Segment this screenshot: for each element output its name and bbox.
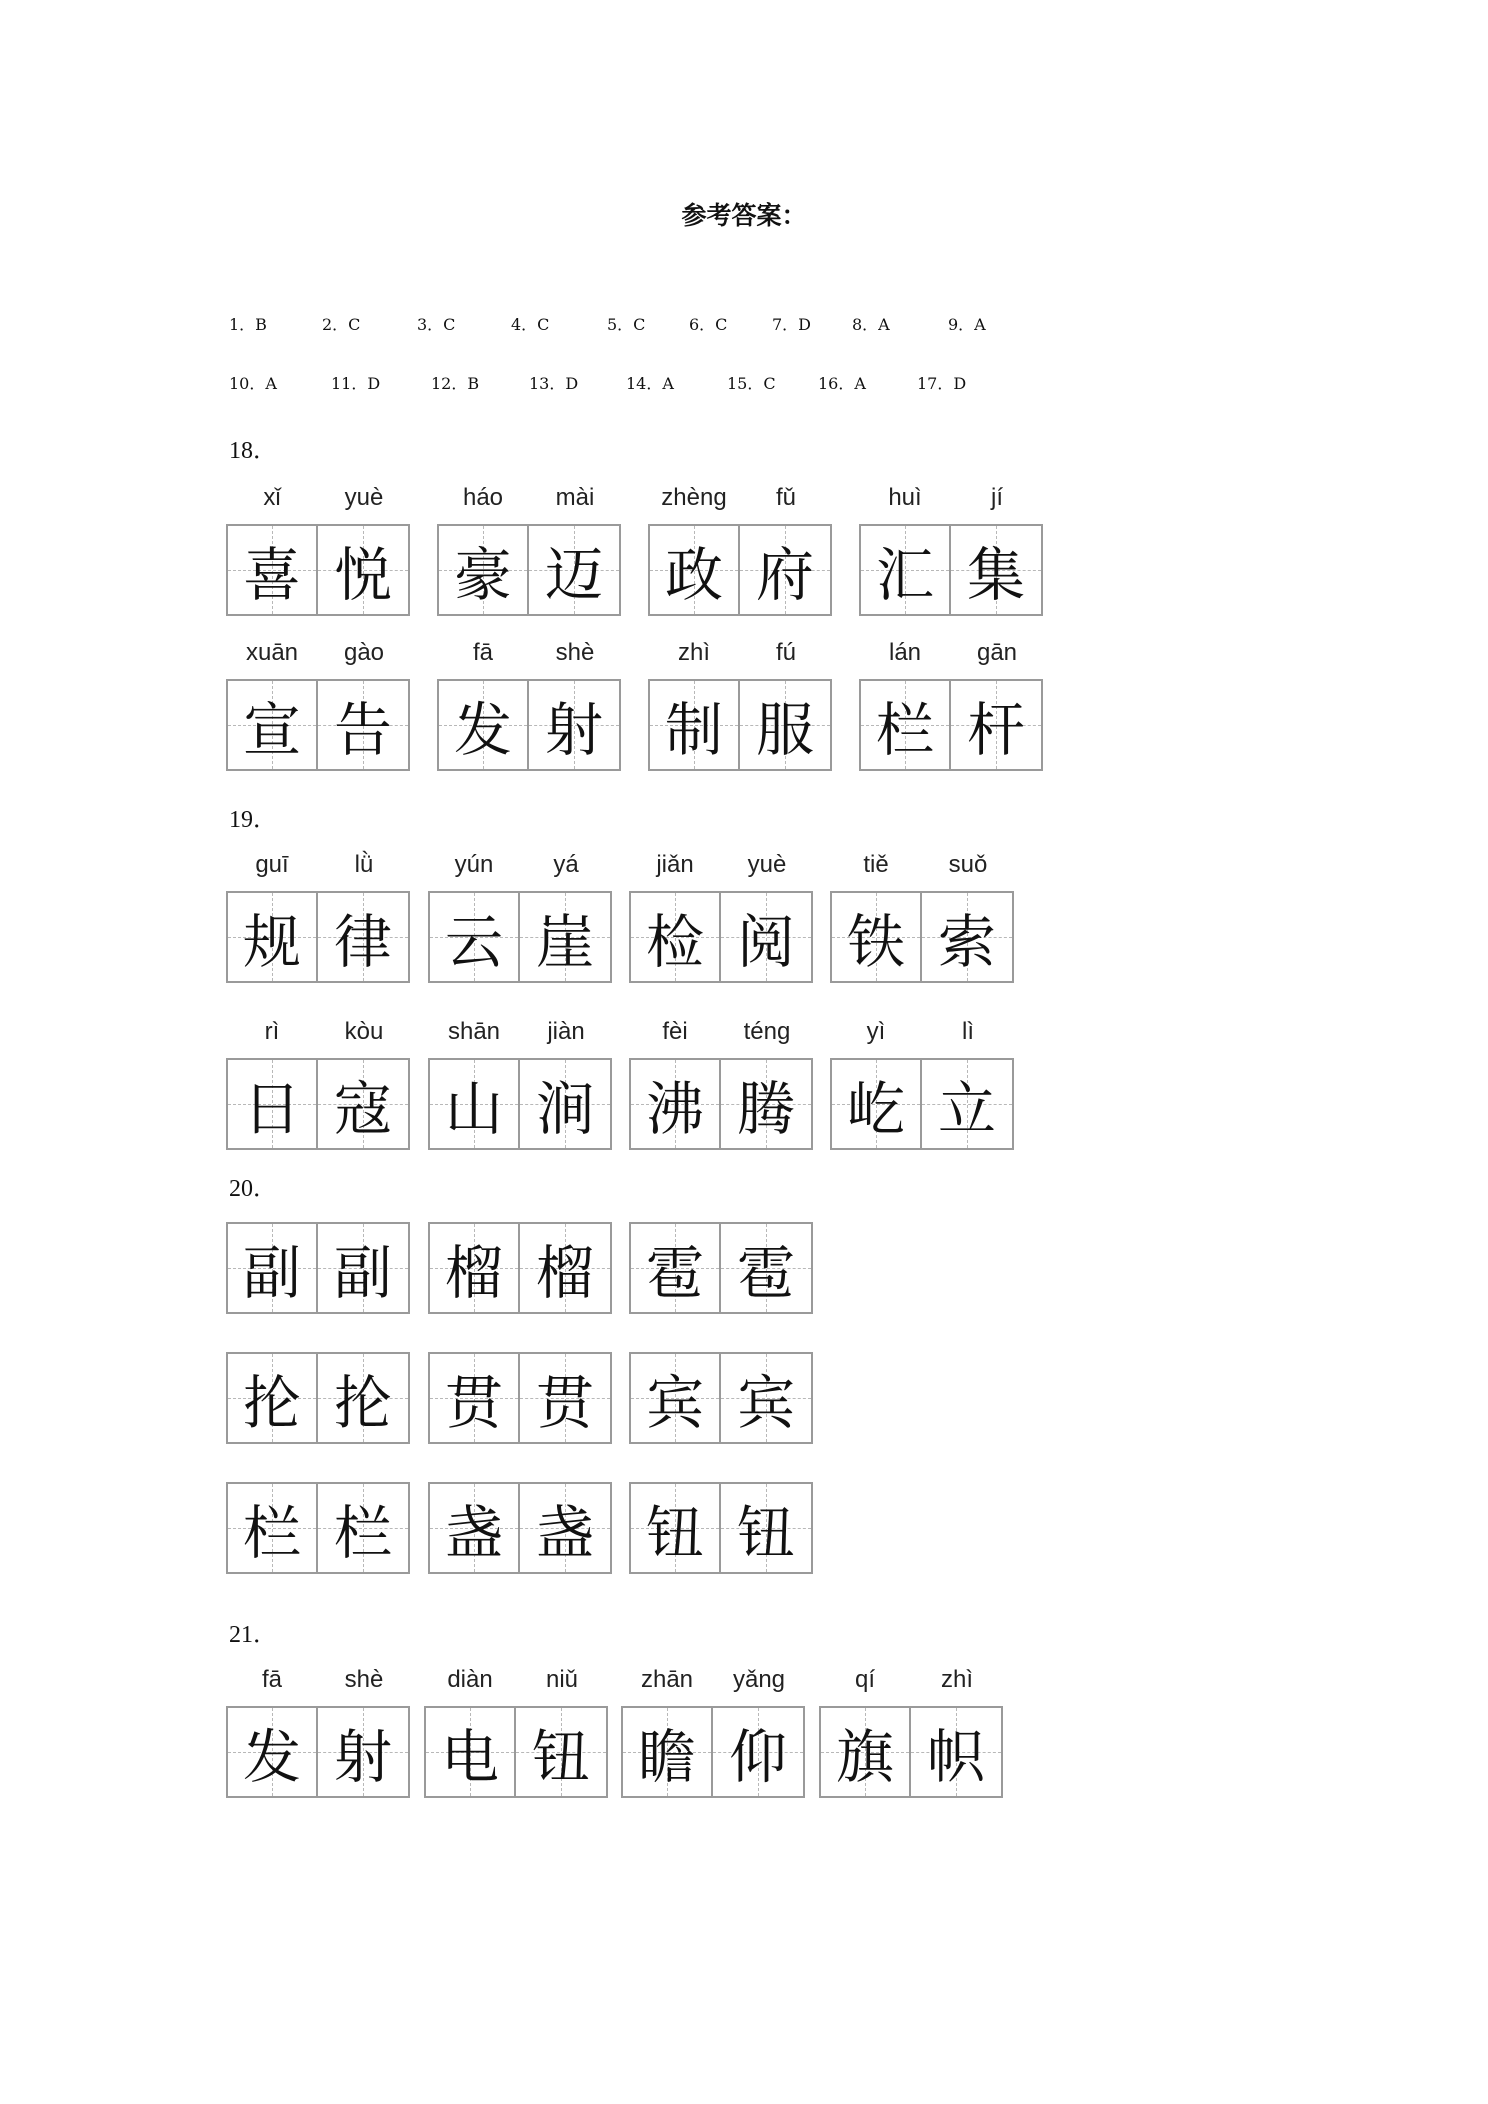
- hanzi-character: 索: [937, 908, 996, 976]
- tianzige-box: [516, 1706, 608, 1798]
- word-group: [629, 1482, 813, 1574]
- char-cell: [226, 851, 318, 983]
- hanzi-character: 盏: [444, 1499, 503, 1567]
- pinyin-label: lì: [962, 1018, 974, 1045]
- word-group: [819, 1666, 1003, 1798]
- tianzige-box: [318, 1352, 410, 1444]
- hanzi-character: 宣: [242, 696, 301, 764]
- hanzi-character: 雹: [645, 1239, 704, 1307]
- pinyin-label: yún: [454, 851, 494, 878]
- pinyin-label: xǐ: [263, 484, 281, 511]
- answer-item: 6．C: [689, 315, 728, 334]
- pinyin-label: jiǎn: [656, 851, 694, 878]
- char-cell: [740, 484, 832, 616]
- tianzige-box: [922, 891, 1014, 983]
- tianzige-box: [830, 891, 922, 983]
- char-cell: [428, 1222, 520, 1314]
- pinyin-label: diàn: [447, 1666, 493, 1693]
- tianzige-box: [629, 891, 721, 983]
- pinyin-label: shè: [344, 1666, 384, 1693]
- tianzige-box: [424, 1706, 516, 1798]
- tianzige-box: [713, 1706, 805, 1798]
- q19-label: 19．: [229, 807, 277, 833]
- hanzi-character: 盏: [535, 1499, 594, 1567]
- char-cell: [226, 1666, 318, 1798]
- char-cell: [819, 1666, 911, 1798]
- hanzi-character: 旗: [835, 1723, 894, 1791]
- char-cell: [520, 1352, 612, 1444]
- pinyin-label: zhì: [940, 1666, 973, 1693]
- char-cell: [629, 1352, 721, 1444]
- tianzige-box: [428, 1352, 520, 1444]
- hanzi-character: 榴: [444, 1239, 503, 1307]
- tianzige-box: [529, 524, 621, 616]
- q21-label: 21．: [229, 1622, 277, 1648]
- hanzi-character: 副: [333, 1239, 392, 1307]
- char-cell: [859, 639, 951, 771]
- word-group: [859, 639, 1043, 771]
- pinyin-label: zhān: [640, 1666, 694, 1693]
- char-cell: [648, 639, 740, 771]
- char-cell: [951, 484, 1043, 616]
- hanzi-character: 屹: [846, 1075, 905, 1143]
- char-cell: [318, 1018, 410, 1150]
- char-cell: [830, 1018, 922, 1150]
- tianzige-box: [226, 1706, 318, 1798]
- tianzige-box: [437, 524, 529, 616]
- hanzi-character: 射: [333, 1723, 392, 1791]
- tianzige-box: [318, 1706, 410, 1798]
- tianzige-box: [819, 1706, 911, 1798]
- word-group: [648, 484, 832, 616]
- hanzi-character: 喜: [242, 541, 301, 609]
- char-cell: [226, 1482, 318, 1574]
- tianzige-box: [318, 1058, 410, 1150]
- answer-item: 8．A: [852, 315, 890, 334]
- char-cell: [830, 851, 922, 983]
- char-cell: [424, 1666, 516, 1798]
- char-cell: [437, 639, 529, 771]
- hanzi-character: 贯: [444, 1369, 503, 1437]
- char-cell: [318, 1482, 410, 1574]
- tianzige-box: [629, 1352, 721, 1444]
- word-group: [629, 1018, 813, 1150]
- tianzige-box: [318, 1482, 410, 1574]
- char-cell: [713, 1666, 805, 1798]
- answer-item: 10．A: [229, 374, 277, 393]
- pinyin-label: tiě: [863, 851, 889, 878]
- char-cell: [740, 639, 832, 771]
- hanzi-character: 铁: [846, 908, 905, 976]
- char-cell: [318, 484, 410, 616]
- hanzi-character: 寇: [333, 1075, 392, 1143]
- tianzige-box: [318, 679, 410, 771]
- pinyin-label: yuè: [747, 851, 787, 878]
- word-group: [830, 851, 1014, 983]
- hanzi-character: 集: [966, 541, 1025, 609]
- hanzi-character: 腾: [736, 1075, 795, 1143]
- pinyin-label: xuān: [245, 639, 299, 666]
- answer-item: 2．C: [322, 315, 361, 334]
- char-cell: [428, 1482, 520, 1574]
- hanzi-character: 阅: [736, 908, 795, 976]
- char-cell: [859, 484, 951, 616]
- hanzi-character: 沸: [645, 1075, 704, 1143]
- char-cell: [922, 851, 1014, 983]
- hanzi-character: 钮: [645, 1499, 704, 1567]
- hanzi-character: 栏: [242, 1499, 301, 1567]
- hanzi-character: 电: [440, 1723, 499, 1791]
- answer-item: 3．C: [417, 315, 456, 334]
- char-cell: [721, 851, 813, 983]
- char-cell: [520, 1018, 612, 1150]
- pinyin-label: suǒ: [948, 851, 988, 878]
- hanzi-character: 瞻: [637, 1723, 696, 1791]
- char-cell: [428, 1018, 520, 1150]
- char-cell: [318, 639, 410, 771]
- tianzige-box: [520, 1482, 612, 1574]
- char-cell: [226, 484, 318, 616]
- hanzi-character: 服: [755, 696, 814, 764]
- hanzi-character: 迈: [544, 541, 603, 609]
- word-group: [830, 1018, 1014, 1150]
- pinyin-label: yuè: [344, 484, 384, 511]
- char-cell: [520, 851, 612, 983]
- tianzige-box: [226, 524, 318, 616]
- pinyin-label: lán: [888, 639, 922, 666]
- hanzi-character: 立: [937, 1075, 996, 1143]
- pinyin-label: shān: [447, 1018, 501, 1045]
- char-cell: [721, 1018, 813, 1150]
- tianzige-box: [951, 524, 1043, 616]
- char-cell: [318, 851, 410, 983]
- hanzi-character: 帜: [926, 1723, 985, 1791]
- word-group: [437, 639, 621, 771]
- char-cell: [629, 1482, 721, 1574]
- pinyin-label: kòu: [344, 1018, 384, 1045]
- tianzige-box: [428, 1222, 520, 1314]
- hanzi-character: 栏: [875, 696, 934, 764]
- tianzige-box: [740, 679, 832, 771]
- pinyin-label: lǜ: [354, 851, 374, 878]
- answer-item: 4．C: [511, 315, 550, 334]
- tianzige-box: [318, 524, 410, 616]
- answer-item: 17．D: [917, 374, 967, 393]
- char-cell: [226, 1222, 318, 1314]
- hanzi-character: 告: [333, 696, 392, 764]
- char-cell: [922, 1018, 1014, 1150]
- tianzige-box: [437, 679, 529, 771]
- pinyin-label: mài: [555, 484, 595, 511]
- tianzige-box: [951, 679, 1043, 771]
- tianzige-box: [621, 1706, 713, 1798]
- pinyin-label: jí: [991, 484, 1003, 511]
- char-cell: [721, 1482, 813, 1574]
- hanzi-character: 崖: [535, 908, 594, 976]
- hanzi-character: 榴: [535, 1239, 594, 1307]
- tianzige-box: [226, 1058, 318, 1150]
- pinyin-label: zhì: [677, 639, 710, 666]
- hanzi-character: 宾: [736, 1369, 795, 1437]
- hanzi-character: 杆: [966, 696, 1025, 764]
- hanzi-character: 仰: [728, 1723, 787, 1791]
- tianzige-box: [226, 891, 318, 983]
- char-cell: [318, 1666, 410, 1798]
- hanzi-character: 云: [444, 908, 503, 976]
- word-group: [629, 851, 813, 983]
- pinyin-label: yì: [866, 1018, 886, 1045]
- char-cell: [520, 1482, 612, 1574]
- answer-item: 7．D: [772, 315, 812, 334]
- hanzi-character: 钮: [736, 1499, 795, 1567]
- hanzi-character: 抡: [333, 1369, 392, 1437]
- hanzi-character: 悦: [333, 541, 392, 609]
- tianzige-box: [648, 524, 740, 616]
- word-group: [428, 1222, 612, 1314]
- word-group: [629, 1222, 813, 1314]
- hanzi-character: 山: [444, 1075, 503, 1143]
- tianzige-box: [318, 1222, 410, 1314]
- word-group: [226, 639, 410, 771]
- tianzige-box: [226, 1482, 318, 1574]
- char-cell: [629, 1222, 721, 1314]
- tianzige-box: [830, 1058, 922, 1150]
- tianzige-box: [859, 679, 951, 771]
- pinyin-label: gào: [343, 639, 385, 666]
- hanzi-character: 日: [242, 1075, 301, 1143]
- word-group: [428, 1018, 612, 1150]
- word-group: [437, 484, 621, 616]
- pinyin-label: huì: [888, 484, 922, 511]
- char-cell: [621, 1666, 713, 1798]
- pinyin-label: rì: [264, 1018, 280, 1045]
- hanzi-character: 栏: [333, 1499, 392, 1567]
- char-cell: [226, 639, 318, 771]
- hanzi-character: 抡: [242, 1369, 301, 1437]
- word-group: [428, 1482, 612, 1574]
- tianzige-box: [721, 1058, 813, 1150]
- char-cell: [318, 1222, 410, 1314]
- pinyin-label: fú: [775, 639, 796, 666]
- tianzige-box: [428, 1058, 520, 1150]
- tianzige-box: [520, 1222, 612, 1314]
- pinyin-label: háo: [462, 484, 504, 511]
- word-group: [226, 1222, 410, 1314]
- pinyin-label: guī: [255, 851, 289, 878]
- tianzige-box: [520, 891, 612, 983]
- tianzige-box: [520, 1352, 612, 1444]
- hanzi-character: 钮: [531, 1723, 590, 1791]
- word-group: [226, 851, 410, 983]
- word-group: [621, 1666, 805, 1798]
- answer-item: 1．B: [229, 315, 267, 334]
- tianzige-box: [318, 891, 410, 983]
- tianzige-box: [226, 1352, 318, 1444]
- tianzige-box: [859, 524, 951, 616]
- page-title: 参考答案：: [681, 201, 807, 230]
- hanzi-character: 射: [544, 696, 603, 764]
- word-group: [226, 1482, 410, 1574]
- char-cell: [629, 851, 721, 983]
- pinyin-label: niǔ: [545, 1666, 579, 1693]
- char-cell: [428, 1352, 520, 1444]
- word-group: [226, 1666, 410, 1798]
- answer-item: 15．C: [727, 374, 776, 393]
- tianzige-box: [629, 1222, 721, 1314]
- tianzige-box: [740, 524, 832, 616]
- answer-item: 16．A: [818, 374, 866, 393]
- answer-item: 9．A: [948, 315, 986, 334]
- char-cell: [520, 1222, 612, 1314]
- tianzige-box: [629, 1058, 721, 1150]
- answer-item: 11．D: [331, 374, 381, 393]
- pinyin-label: téng: [743, 1018, 791, 1045]
- hanzi-character: 政: [664, 541, 723, 609]
- q20-label: 20．: [229, 1176, 277, 1202]
- q18-label: 18．: [229, 438, 277, 464]
- char-cell: [226, 1352, 318, 1444]
- word-group: [629, 1352, 813, 1444]
- hanzi-character: 府: [755, 541, 814, 609]
- word-group: [428, 851, 612, 983]
- char-cell: [529, 484, 621, 616]
- word-group: [648, 639, 832, 771]
- pinyin-label: fǔ: [775, 484, 796, 511]
- tianzige-box: [520, 1058, 612, 1150]
- tianzige-box: [911, 1706, 1003, 1798]
- pinyin-label: fā: [261, 1666, 282, 1693]
- char-cell: [721, 1352, 813, 1444]
- char-cell: [911, 1666, 1003, 1798]
- hanzi-character: 涧: [535, 1075, 594, 1143]
- tianzige-box: [629, 1482, 721, 1574]
- tianzige-box: [648, 679, 740, 771]
- pinyin-label: gān: [976, 639, 1018, 666]
- hanzi-character: 宾: [645, 1369, 704, 1437]
- hanzi-character: 贯: [535, 1369, 594, 1437]
- char-cell: [226, 1018, 318, 1150]
- word-group: [226, 1352, 410, 1444]
- char-cell: [629, 1018, 721, 1150]
- tianzige-box: [721, 1482, 813, 1574]
- pinyin-label: zhèng: [661, 484, 727, 511]
- tianzige-box: [922, 1058, 1014, 1150]
- hanzi-character: 律: [333, 908, 392, 976]
- word-group: [424, 1666, 608, 1798]
- char-cell: [648, 484, 740, 616]
- char-cell: [437, 484, 529, 616]
- word-group: [226, 484, 410, 616]
- tianzige-box: [428, 891, 520, 983]
- word-group: [428, 1352, 612, 1444]
- hanzi-character: 检: [645, 908, 704, 976]
- char-cell: [428, 851, 520, 983]
- hanzi-character: 副: [242, 1239, 301, 1307]
- tianzige-box: [226, 1222, 318, 1314]
- tianzige-box: [721, 1352, 813, 1444]
- pinyin-label: qí: [854, 1666, 875, 1693]
- hanzi-character: 发: [242, 1723, 301, 1791]
- pinyin-label: yá: [553, 851, 579, 878]
- char-cell: [721, 1222, 813, 1314]
- word-group: [859, 484, 1043, 616]
- pinyin-label: fā: [472, 639, 493, 666]
- hanzi-character: 雹: [736, 1239, 795, 1307]
- hanzi-character: 规: [242, 908, 301, 976]
- tianzige-box: [529, 679, 621, 771]
- tianzige-box: [721, 891, 813, 983]
- char-cell: [951, 639, 1043, 771]
- answer-item: 12．B: [431, 374, 480, 393]
- char-cell: [318, 1352, 410, 1444]
- char-cell: [529, 639, 621, 771]
- answer-item: 5．C: [607, 315, 646, 334]
- pinyin-label: jiàn: [547, 1018, 585, 1045]
- answer-item: 13．D: [529, 374, 579, 393]
- pinyin-label: fèi: [662, 1018, 688, 1045]
- pinyin-label: yǎng: [732, 1666, 786, 1693]
- tianzige-box: [721, 1222, 813, 1314]
- word-group: [226, 1018, 410, 1150]
- answer-item: 14．A: [626, 374, 674, 393]
- pinyin-label: shè: [555, 639, 595, 666]
- hanzi-character: 汇: [875, 541, 934, 609]
- hanzi-character: 发: [453, 696, 512, 764]
- hanzi-character: 制: [664, 696, 723, 764]
- tianzige-box: [226, 679, 318, 771]
- hanzi-character: 豪: [453, 541, 512, 609]
- char-cell: [516, 1666, 608, 1798]
- tianzige-box: [428, 1482, 520, 1574]
